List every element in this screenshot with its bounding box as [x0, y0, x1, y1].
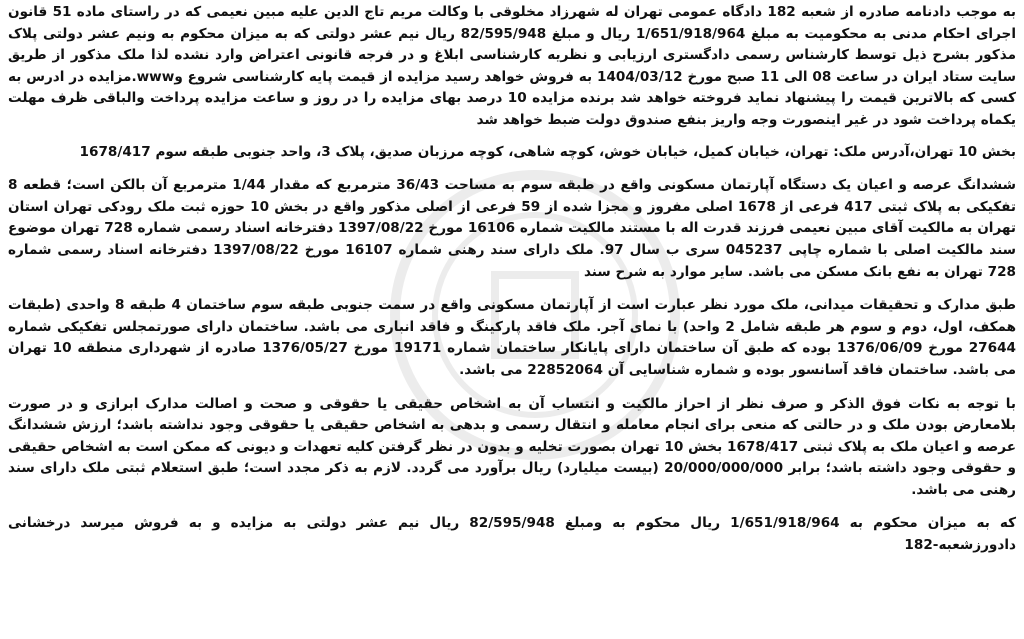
property-deed-paragraph: ششدانگ عرصه و اعیان یک دستگاه آپارتمان مسکونی واقع در طبقه سوم به مساحت 36/43 مترمربع که مقدار 1/44 مترمربع آن بالکن است؛ قطعه 8 تفکیکی به پلاک ثبتی 417 فرعی از 1678 اصلی مفروز و مجزا شده از 59 فرعی از اصلی مذکور واقع در بخش 10 حوزه ثبت ملک رودکی تهران استان تهران به مالکیت آقای مبین نعیمی فرزند قدرت اله با مستند مالکیت شماره 16106 مورخ 1397/08/22 دفترخانه اسناد رسمی شماره 728 تهران موضوع سند مالکیت اصلی با شماره چاپی 045237 سری ب سال 97. ملک دارای سند رهنی شماره 16107 مورخ 1397/08/22 دفترخانه اسناد رسمی شماره 728 تهران به نفع بانک مسکن می باشد. سایر موارد به شرح سند	[8, 177, 1016, 280]
property-address-paragraph: بخش 10 تهران،آدرس ملک: تهران، خیابان کمیل، خیابان خوش، کوچه شاهی، کوچه مرزبان صدیق، پلاک 3، واحد جنوبی طبقه سوم 1678/417	[79, 143, 1016, 160]
closing-paragraph: که به میزان محکوم به 1/651/918/964 ریال محکوم به ومبلغ 82/595/948 ریال نیم عشر دولتی به مزایده و به فروش میرسد درخشانی دادورزشعبه-182	[8, 515, 1016, 554]
field-survey-paragraph: طبق مدارک و تحقیقات میدانی، ملک مورد نظر عبارت است از آپارتمان مسکونی واقع در سمت جنوبی طبقه سوم ساختمان 4 طبقه 8 واحدی (طبقات همکف، اول، دوم و سوم هر طبقه شامل 2 واحد) با نمای آجر. ملک فاقد پارکینگ و فاقد انباری می باشد. ساختمان دارای صورتمجلس تفکیکی شماره 27644 مورخ 1376/06/09 بوده که طبق آن ساختمان دارای پایانکار ساختمان شماره 19171 مورخ 1376/05/27 صادره از شهرداری منطقه 10 تهران می باشد. ساختمان فاقد آسانسور بوده و شماره شناسایی آن 22852064 می باشد.	[8, 297, 1017, 378]
valuation-paragraph: با توجه به نکات فوق الذکر و صرف نظر از احراز مالکیت و انتساب آن به اشخاص حقیقی یا حقوقی و صحت و اصالت مدارک ابرازی و در صورت بلامعارض بودن ملک و در حالتی که منعی برای انجام معامله و انتقال رسمی و بدهی به اشخاص حقیقی یا حقوقی وجود نداشته باشد؛ ارزش ششدانگ عرصه و اعیان ملک به پلاک ثبتی 1678/417 بخش 10 تهران بصورت تخلیه و بدون در نظر گرفتن کلیه تعهدات و دیونی که ممکن است به اشخاص حقیقی و حقوقی وجود داشته باشد؛ برابر 20/000/000/000 (بیست میلیارد) ریال برآورد می گردد. لازم به ذکر مجدد است؛ طبق استعلام ثبتی ملک دارای سند رهنی می باشد.	[8, 395, 1017, 498]
notice-intro-paragraph: به موجب دادنامه صادره از شعبه 182 دادگاه عمومی تهران له شهرزاد مخلوقی با وکالت مریم تاج الدین علیه مبین نعیمی که در راستای ماده 51 قانون اجرای احکام مدنی به محکومیت به مبلغ 1/651/918/964 ریال و مبلغ 82/595/948 ریال نیم عشر دولتی که به میزان محکوم به ونیم عشر دولتی پلاک مذکور بشرح ذیل توسط کارشناس رسمی دادگستری ارزیابی و نظریه کارشناسی ابلاغ و در فرجه قانونی اعتراض وارد نشده لذا ملک مذکور از طریق سایت ستاد ایران در ساعت 08 الی 11 صبح مورخ 1404/03/12 به فروش خواهد رسید مزایده از قیمت پایه کارشناسی شروع وwww.مزایده در ادرس به کسی که بالاترین قیمت را پیشنهاد نماید فروخته خواهد شد برنده مزایده 10 درصد بهای مزایده را در روز و ساعت مزایده پرداخت والباقی ظرف مهلت یکماه پرداخت شود در غیر اینصورت وجه واریز بنفع صندوق دولت ضبط خواهد شد	[8, 4, 1017, 128]
